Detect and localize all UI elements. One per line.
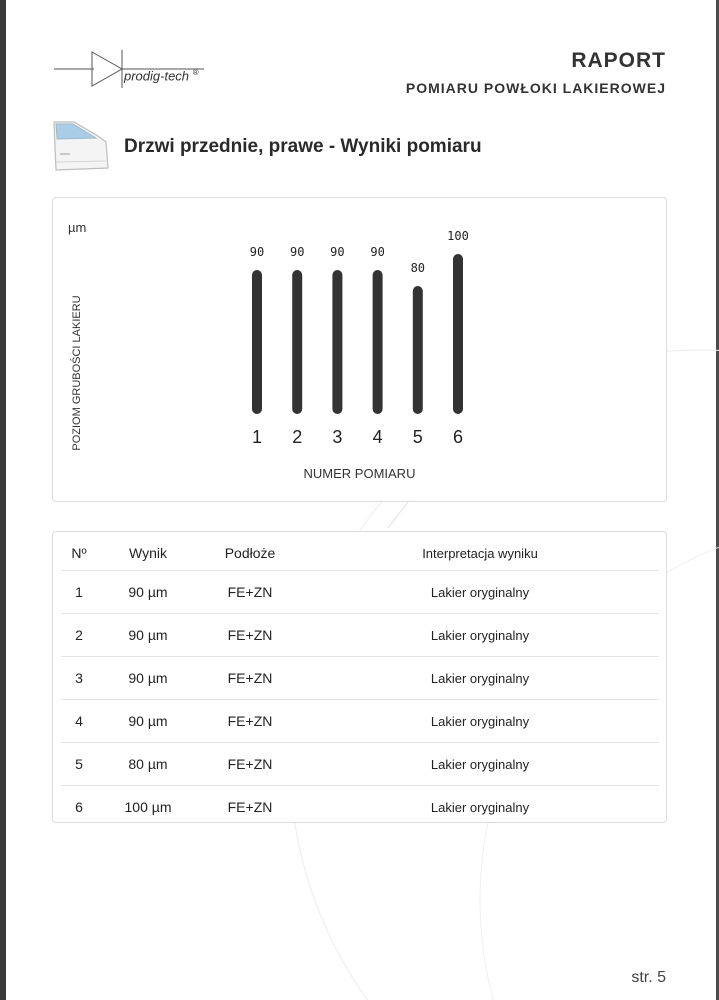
cell-interpretation: Lakier oryginalny [301,700,659,743]
cell-number: 5 [61,743,97,786]
bar-value-label: 100 [447,229,469,243]
page-edge-left [0,0,6,1000]
cell-interpretation: Lakier oryginalny [301,571,659,614]
header-result: Wynik [97,536,199,571]
header-substrate: Podłoże [199,536,301,571]
table-row [61,657,659,700]
cell-interpretation: Lakier oryginalny [301,614,659,657]
chart-bar [373,270,383,414]
chart-x-axis-label: NUMER POMIARU [303,466,416,481]
x-tick-label: 5 [412,427,423,447]
page-number: str. 5 [631,969,666,986]
bar-value-label: 90 [249,245,265,259]
table-row [61,700,659,743]
results-table-card [52,531,667,823]
chart-unit-label: µm [68,220,87,235]
bar-value-label: 90 [330,245,345,259]
cell-substrate: FE+ZN [199,571,301,614]
cell-number: 3 [61,657,97,700]
report-title: RAPORT [571,49,666,72]
cell-result: 80 µm [97,743,199,786]
header-number: Nº [61,536,97,571]
chart-bar [453,254,463,414]
car-door-icon [52,118,110,174]
chart-bar [252,270,262,414]
cell-result: 90 µm [97,614,199,657]
brand-name [124,68,199,83]
registered-mark: ® [192,68,199,77]
cell-substrate: FE+ZN [199,700,301,743]
cell-interpretation: Lakier oryginalny [301,657,659,700]
cell-substrate: FE+ZN [199,743,301,786]
brand-name-text: prodig-tech [124,68,190,84]
cell-number: 1 [61,571,97,614]
cell-interpretation: Lakier oryginalny [430,799,530,815]
bar-value-label: 90 [289,245,305,259]
table-row [61,743,659,786]
table-row [61,786,659,829]
chart-card [52,197,667,502]
x-tick-label: 4 [372,427,383,447]
cell-interpretation: Lakier oryginalny [301,743,659,786]
bar-value-label: 90 [370,245,385,259]
cell-result: 100 µm [124,799,172,815]
cell-result: 90 µm [97,700,199,743]
chart-bar [292,270,302,414]
x-tick-label: 1 [251,427,263,447]
x-tick-label: 3 [332,427,343,447]
cell-number: 6 [75,799,83,815]
cell-substrate: FE+ZN [199,614,301,657]
cell-substrate: FE+ZN [199,657,301,700]
cell-number: 2 [61,614,97,657]
chart-y-axis-label: POZIOM GRUBOŚCI LAKIERU [71,295,83,451]
table-row [61,571,659,614]
cell-substrate: FE+ZN [227,799,273,815]
results-table [61,536,659,828]
cell-result: 90 µm [97,571,199,614]
table-header-row [61,536,659,571]
x-tick-label: 6 [452,427,464,447]
bar-value-label: 80 [410,261,426,275]
table-row [61,614,659,657]
bar-chart [53,198,666,501]
report-subtitle: POMIARU POWŁOKI LAKIEROWEJ [405,80,666,96]
header-interpretation: Interpretacja wyniku [301,536,659,571]
x-tick-label: 2 [292,427,303,447]
chart-bar [413,286,423,414]
section-title: Drzwi przednie, prawe - Wyniki pomiaru [124,136,482,157]
cell-number: 4 [61,700,97,743]
chart-bar [332,270,342,414]
cell-result: 90 µm [97,657,199,700]
